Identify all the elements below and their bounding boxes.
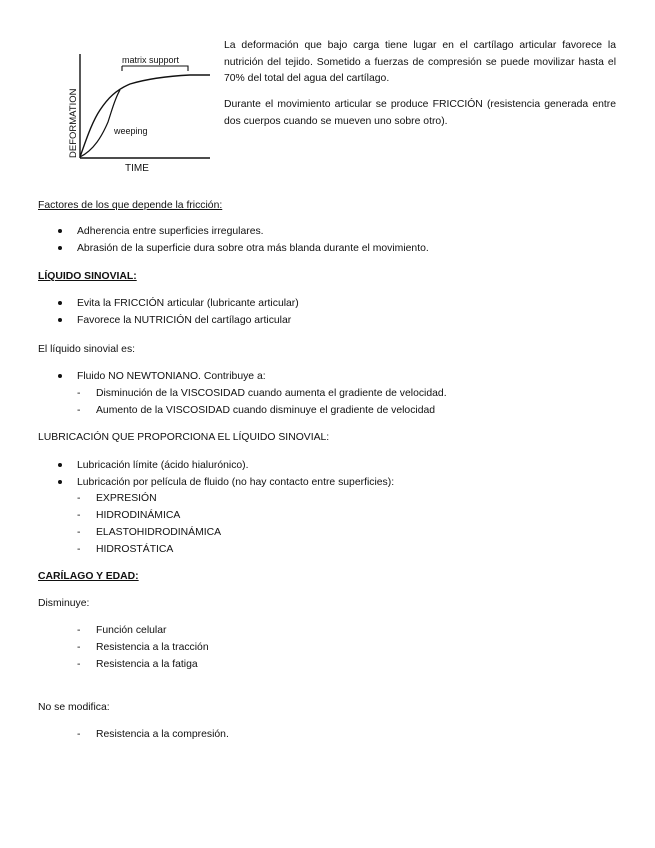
fluido-item: Fluido NO NEWTONIANO. Contribuye a: (77, 371, 266, 382)
friccion-item-2: Abrasión de la superficie dura sobre otra más blanda durante el movimiento. (77, 243, 429, 254)
fluido-sub-1: Disminución de la VISCOSIDAD cuando aumenta el gradiente de velocidad. (96, 388, 447, 399)
nomod-item-1: Resistencia a la compresión. (96, 729, 229, 740)
disminuye-item-3: Resistencia a la fatiga (96, 659, 198, 670)
dash-icon: - (77, 405, 81, 416)
intro-paragraph-1: La deformación que bajo carga tiene lugar en el cartílago articular favorece la nutrición del tejido. Sometido a fuerzas de compresión se puede movilizar hasta el 70% del total del agua del cartílago. (224, 40, 616, 84)
x-axis-label: TIME (125, 163, 149, 174)
dash-icon: - (77, 642, 81, 653)
dash-icon: - (77, 388, 81, 399)
y-axis-label: DEFORMATION (68, 88, 79, 158)
dash-icon: - (77, 527, 81, 538)
lubricacion-heading: LUBRICACIÓN QUE PROPORCIONA EL LÍQUIDO SINOVIAL: (38, 432, 330, 443)
bullet-icon (58, 463, 62, 467)
dash-icon: - (77, 510, 81, 521)
dash-icon: - (77, 659, 81, 670)
bullet-icon (58, 318, 62, 322)
lubricacion-item-1: Lubricación límite (ácido hialurónico). (77, 460, 249, 471)
matrix-support-bracket (122, 66, 188, 71)
lubricacion-sub-2: HIDRODINÁMICA (96, 510, 181, 521)
lubricacion-item-2: Lubricación por película de fluido (no hay contacto entre superficies): (77, 477, 395, 488)
intro-paragraph-2: Durante el movimiento articular se produce FRICCIÓN (resistencia generada entre dos cuerpos cuando se mueven uno sobre otro). (224, 99, 616, 127)
disminuye-label: Disminuye: (38, 598, 90, 609)
nomod-label: No se modifica: (38, 702, 110, 713)
bullet-icon (58, 480, 62, 484)
liquido-es-label: El líquido sinovial es: (38, 344, 136, 355)
lubricacion-sub-4: HIDROSTÁTICA (96, 544, 174, 555)
fluido-sub-2: Aumento de la VISCOSIDAD cuando disminuye el gradiente de velocidad (96, 405, 436, 416)
disminuye-item-1: Función celular (96, 625, 167, 636)
liquido-item-1: Evita la FRICCIÓN articular (lubricante articular) (77, 298, 299, 309)
liquido-heading: LÍQUIDO SINOVIAL: (38, 271, 137, 282)
weeping-curve (80, 90, 120, 157)
bullet-icon (58, 229, 62, 233)
deformation-curve (80, 75, 210, 157)
edad-heading: CARÍLAGO Y EDAD: (38, 571, 139, 582)
dash-icon: - (77, 625, 81, 636)
liquido-item-2: Favorece la NUTRICIÓN del cartílago articular (77, 315, 292, 326)
friccion-heading: Factores de los que depende la fricción: (38, 200, 223, 211)
friccion-item-1: Adherencia entre superficies irregulares. (77, 226, 264, 237)
matrix-support-label: matrix support (122, 55, 180, 65)
bullet-icon (58, 246, 62, 250)
dash-icon: - (77, 493, 81, 504)
dash-icon: - (77, 729, 81, 740)
dash-icon: - (77, 544, 81, 555)
deformation-time-figure (60, 50, 220, 175)
bullet-icon (58, 301, 62, 305)
lubricacion-sub-3: ELASTOHIDRODINÁMICA (96, 527, 222, 538)
disminuye-item-2: Resistencia a la tracción (96, 642, 209, 653)
bullet-icon (58, 374, 62, 378)
weeping-label: weeping (114, 126, 148, 136)
lubricacion-sub-1: EXPRESIÓN (96, 493, 157, 504)
